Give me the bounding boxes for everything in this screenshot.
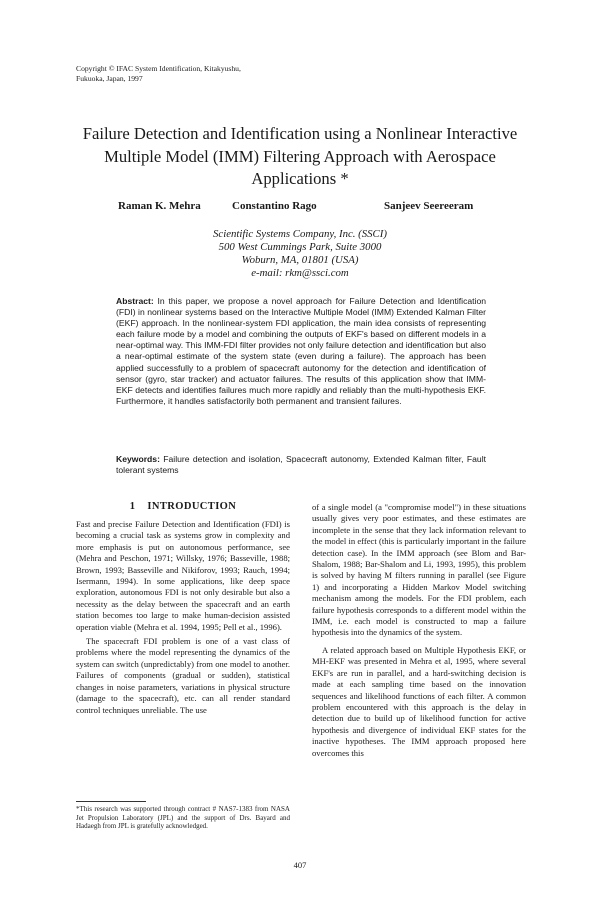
author-name: Constantino Rago (232, 200, 317, 212)
paper-title (60, 123, 540, 191)
section-title: INTRODUCTION (147, 501, 237, 512)
section-number: 1 (129, 501, 136, 512)
title-line-1: Failure Detection and Identification using a Nonlinear Interactive (82, 124, 518, 143)
right-column (312, 502, 526, 765)
author-name: Sanjeev Seereeram (384, 200, 474, 212)
left-column (76, 519, 290, 719)
affiliation-company: Scientific Systems Company, Inc. (SSCI) (213, 228, 387, 240)
author-name: Raman K. Mehra (118, 200, 201, 212)
title-line-2: Multiple Model (IMM) Filtering Approach with Aerospace (104, 146, 496, 166)
affiliation-email: e-mail: rkm@ssci.com (251, 267, 349, 279)
paragraph: Fast and precise Failure Detection and Identification (FDI) is becoming a crucial task as systems grow in complexity and more emphasis is put on autonomous performance, see (Mehra and Peschon, 1971; Willsky, 1976; Basseville, 1988; Brown, 1993; Basseville and Nikiforov, 1993; Rauch, 1994; Isermann, 1994). In some applications, like deep space exploration, autonomous FDI is not only desirable but also a necessity as the delay between the spacecraft and an earth station becomes too large to make human-decision assisted operation viable (Mehra et al. 1994, 1995; Pell et al., 1996). (76, 519, 290, 632)
paragraph: of a single model (a "compromise model") in these situations usually gives very poor estimates, and these estimates are incomplete in the sense that they lack information relevant to the model in effect (this is particularly important in the failure detection case). In the IMM approach (see Blom and Bar-Shalom, 1988; Bar-Shalom and Li, 1993, 1995), this problem is solved by having M filters running in parallel (see Figure 1) and incorporating a Hidden Markov Model switching mechanism among the models. For the FDI problem, each failure hypothesis corresponds to a different model within the IMM, i.e. each model is constructed to map a failure hypothesis into the dynamics of the system. (312, 502, 526, 638)
keywords-text: Failure detection and isolation, Spacecraft autonomy, Extended Kalman filter, Fault tolerant systems (116, 454, 486, 476)
abstract-label: Abstract: (116, 296, 154, 306)
affiliation-street: 500 West Cummings Park, Suite 3000 (218, 241, 382, 253)
copyright-notice (76, 64, 296, 83)
footnote-rule (76, 801, 146, 802)
keywords-label: Keywords: (116, 454, 160, 464)
paragraph: A related approach based on Multiple Hypothesis EKF, or MH-EKF was presented in Mehra et al, 1995, where several EKF's are run in parallel, and a hard-switching decision is made at each sampling time based on the innovation sequences and likelihood functions of each filter. A common problem encountered with this approach is the delay in detection due to build up of likelihood function for active hypothesis and divergence of individual EKF states for the inactive hypotheses. The IMM approach proposed here overcomes this (312, 644, 526, 758)
affiliation (120, 228, 480, 280)
page-number: 407 (293, 860, 307, 870)
affiliation-city: Woburn, MA, 01801 (USA) (241, 254, 359, 266)
title-line-3: Applications * (251, 169, 349, 188)
abstract (116, 296, 486, 407)
section-heading (76, 501, 290, 512)
copyright-line-1: Copyright © IFAC System Identification, Kitakyushu, (76, 64, 241, 73)
paragraph: The spacecraft FDI problem is one of a vast class of problems where the model representing the dynamics of the system can switch (unpredictably) from one model to another. Failures of components (gradual or sudden), statistical changes in noise parameters, variations in physical structure (damage to the spacecraft), etc. can all render standard control techniques unreliable. The use (76, 636, 290, 715)
keywords (116, 454, 486, 476)
copyright-line-2: Fukuoka, Japan, 1997 (76, 73, 143, 83)
abstract-text: In this paper, we propose a novel approach for Failure Detection and Identification (FDI) in nonlinear systems based on the Interactive Multiple Model (IMM) Extended Kalman Filter (EKF) approach. In the nonlinear-system FDI application, the main idea consists of representing each failure mode by a model and combining the outputs of EKF's based on different models in a near-optimal way. This IMM-FDI filter provides not only failure detection and identification but also a near-optimal estimate of the system state (even during a failure). The approach has been applied successfully to a problem of spacecraft autonomy for the detection and identification of sensor (gyro, star tracker) and actuator failures. The results of this application show that IMM-EKF detects and identifies failures much more rapidly and reliably than the multi-hypothesis EKF. Furthermore, it handles satisfactorily both permanent and transient failures. (116, 296, 486, 406)
footnote: *This research was supported through contract # NAS7-1383 from NASA Jet Propulsion Laboratory (JPL) and the support of Drs. Bayard and Hadaegh from JPL is gratefully acknowledged. (76, 805, 290, 831)
